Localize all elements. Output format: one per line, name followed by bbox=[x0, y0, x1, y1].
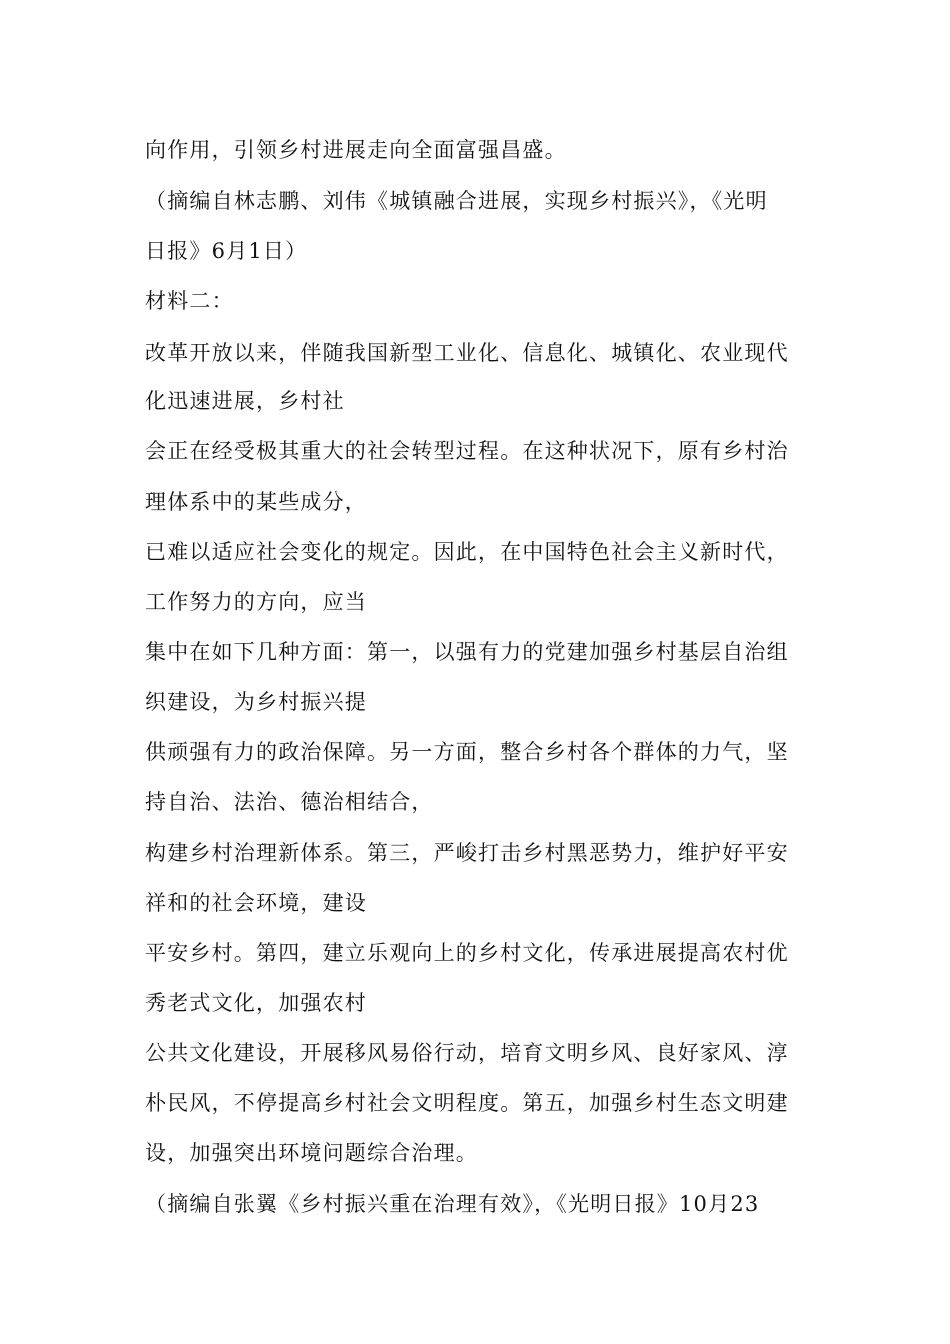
text-line-7: 会正在经受极其重大的社会转型过程。在这种状况下，原有乡村治 bbox=[145, 439, 789, 463]
text-line-1: 向作用，引领乡村进展走向全面富强昌盛。 bbox=[145, 138, 567, 162]
text-line-14: 持自治、法治、德治相结合， bbox=[145, 790, 434, 814]
text-line-19: 公共文化建设，开展移风易俗行动，培育文明乡风、良好家风、淳 bbox=[145, 1041, 789, 1065]
text-line-21: 设，加强突出环境问题综合治理。 bbox=[145, 1141, 478, 1165]
text-line-8: 理体系中的某些成分， bbox=[145, 490, 367, 514]
text-line-2: （摘编自林志鹏、刘伟《城镇融合进展，实现乡村振兴》，《光明 bbox=[145, 189, 768, 213]
text-line-16: 祥和的社会环境，建设 bbox=[145, 891, 367, 915]
text-line-9: 已难以适应社会变化的规定。因此，在中国特色社会主义新时代， bbox=[145, 540, 789, 564]
text-line-5: 改革开放以来，伴随我国新型工业化、信息化、城镇化、农业现代 bbox=[145, 341, 789, 365]
text-line-6: 化迅速进展，乡村社 bbox=[145, 389, 345, 413]
text-line-20: 朴民风，不停提高乡村社会文明程度。第五，加强乡村生态文明建 bbox=[145, 1091, 789, 1115]
text-line-3: 日报》6月1日） bbox=[145, 239, 308, 263]
text-line-13: 供顽强有力的政治保障。另一方面，整合乡村各个群体的力气，坚 bbox=[145, 740, 789, 764]
text-line-10: 工作努力的方向，应当 bbox=[145, 590, 367, 614]
text-line-17: 平安乡村。第四，建立乐观向上的乡村文化，传承进展提高农村优 bbox=[145, 941, 789, 965]
text-line-22: （摘编自张翼《乡村振兴重在治理有效》，《光明日报》10月23 bbox=[145, 1192, 760, 1216]
text-line-4: 材料二： bbox=[145, 289, 234, 313]
text-line-11: 集中在如下几种方面：第一，以强有力的党建加强乡村基层自治组 bbox=[145, 640, 789, 664]
text-line-18: 秀老式文化，加强农村 bbox=[145, 991, 367, 1015]
text-line-12: 织建设，为乡村振兴提 bbox=[145, 690, 367, 714]
text-line-15: 构建乡村治理新体系。第三，严峻打击乡村黑恶势力，维护好平安 bbox=[145, 841, 789, 865]
